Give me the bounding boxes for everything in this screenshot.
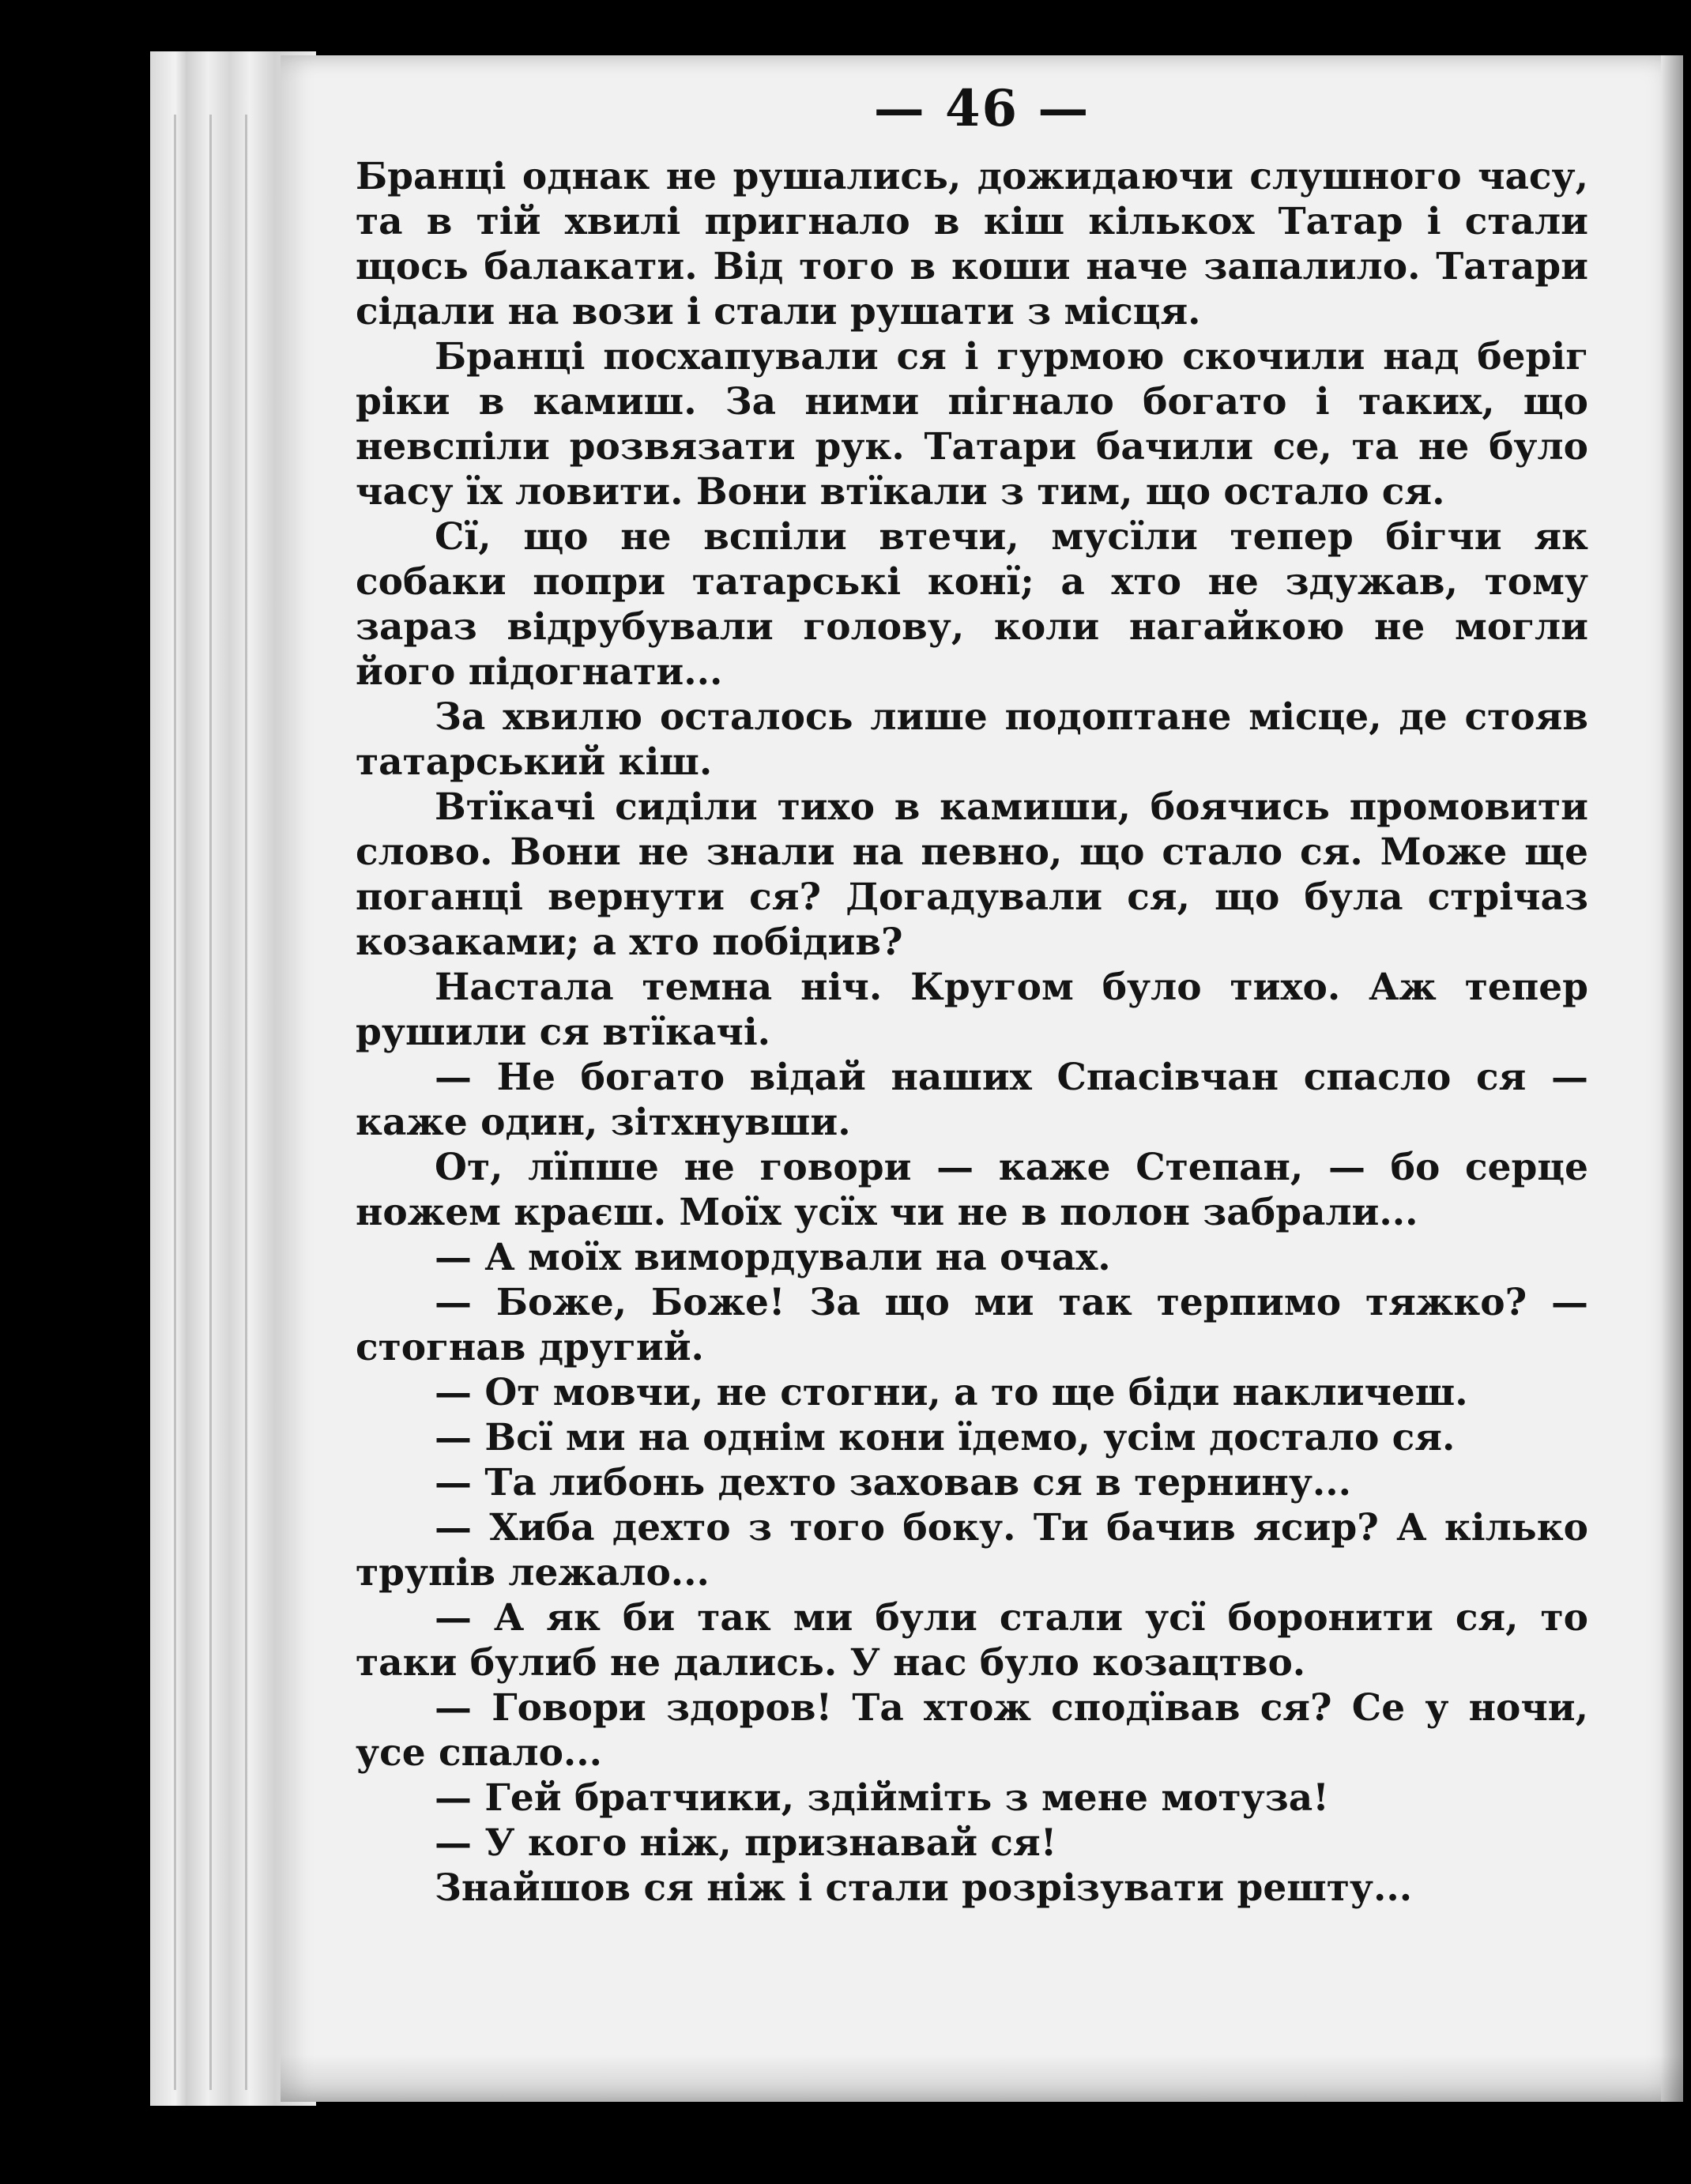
paragraph: — У кого ніж, признавай ся!: [435, 1821, 1057, 1865]
paragraph: Втїкачі сиділи тихо в камиши, боячись промовити слово. Вони не знали на певно, що стало ся. Може ще поганці вернути ся? Догадували ся, що була стрічаз козаками; а хто побідив?: [356, 785, 1588, 964]
paragraph: От, лїпше не говори — каже Степан, — бо серце ножем краєш. Моїх усїх чи не в полон забрали...: [356, 1146, 1588, 1234]
page-right-edge: [1661, 55, 1683, 2102]
paragraph: Знайшов ся ніж і стали розрізувати решту...: [435, 1866, 1413, 1910]
page-edge-line: [245, 115, 247, 2090]
paragraph: — А як би так ми були стали усї боронити ся, то таки булиб не дались. У нас було козацтво.: [356, 1596, 1588, 1685]
paragraph: — Та либонь дехто заховав ся в тернину...: [435, 1461, 1351, 1504]
page-bottom-shadow: [281, 2054, 1683, 2102]
paragraph: — Всї ми на однім кони їдемо, усім достало ся.: [435, 1416, 1456, 1459]
paragraph: — От мовчи, не стогни, а то ще біди накличеш.: [435, 1371, 1468, 1414]
paragraph: Бранці однак не рушались, дожидаючи слушного часу, та в тій хвилі пригнало в кіш кількох Татар і стали щось балакати. Від того в коши наче запалило. Татари сідали на вози і стали рушати з місця.: [356, 155, 1588, 333]
paragraph: — Хиба дехто з того боку. Ти бачив ясир? А кілько трупів лежало...: [356, 1506, 1588, 1595]
paragraph: Бранці посхапували ся і гурмою скочили над беріг ріки в камиш. За ними пігнало богато і таких, що невспіли розвязати рук. Татари бачили се, та не було часу їх ловити. Вони втїкали з тим, що остало ся.: [356, 335, 1588, 514]
page-edge-line: [174, 115, 176, 2090]
paragraph: Настала темна ніч. Кругом було тихо. Аж тепер рушили ся втїкачі.: [356, 966, 1588, 1054]
paragraph: За хвилю осталось лише подоптане місце, де стояв татарський кіш.: [356, 695, 1588, 784]
paragraph: — Не богато відай наших Спасівчан спасло ся — каже один, зітхнувши.: [356, 1056, 1588, 1144]
paragraph: Сї, що не вспіли втечи, мусїли тепер бігчи як собаки попри татарські конї; а хто не здужав, тому зараз відрубували голову, коли нагайкою не могли його підогнати...: [356, 515, 1588, 694]
page-edge-line: [209, 115, 212, 2090]
page-sheet: [281, 55, 1683, 2102]
paragraph: — Боже, Боже! За що ми так терпимо тяжко? — стогнав другий.: [356, 1281, 1588, 1369]
paragraph: — Говори здоров! Та хтож сподївав ся? Се у ночи, усе спало...: [356, 1686, 1588, 1775]
body-text: [356, 154, 1588, 1911]
paragraph: — Гей братчики, здійміть з мене мотуза!: [435, 1776, 1329, 1820]
page-number: — 46 —: [873, 79, 1090, 138]
paragraph: — А моїх вимордували на очах.: [435, 1236, 1111, 1279]
